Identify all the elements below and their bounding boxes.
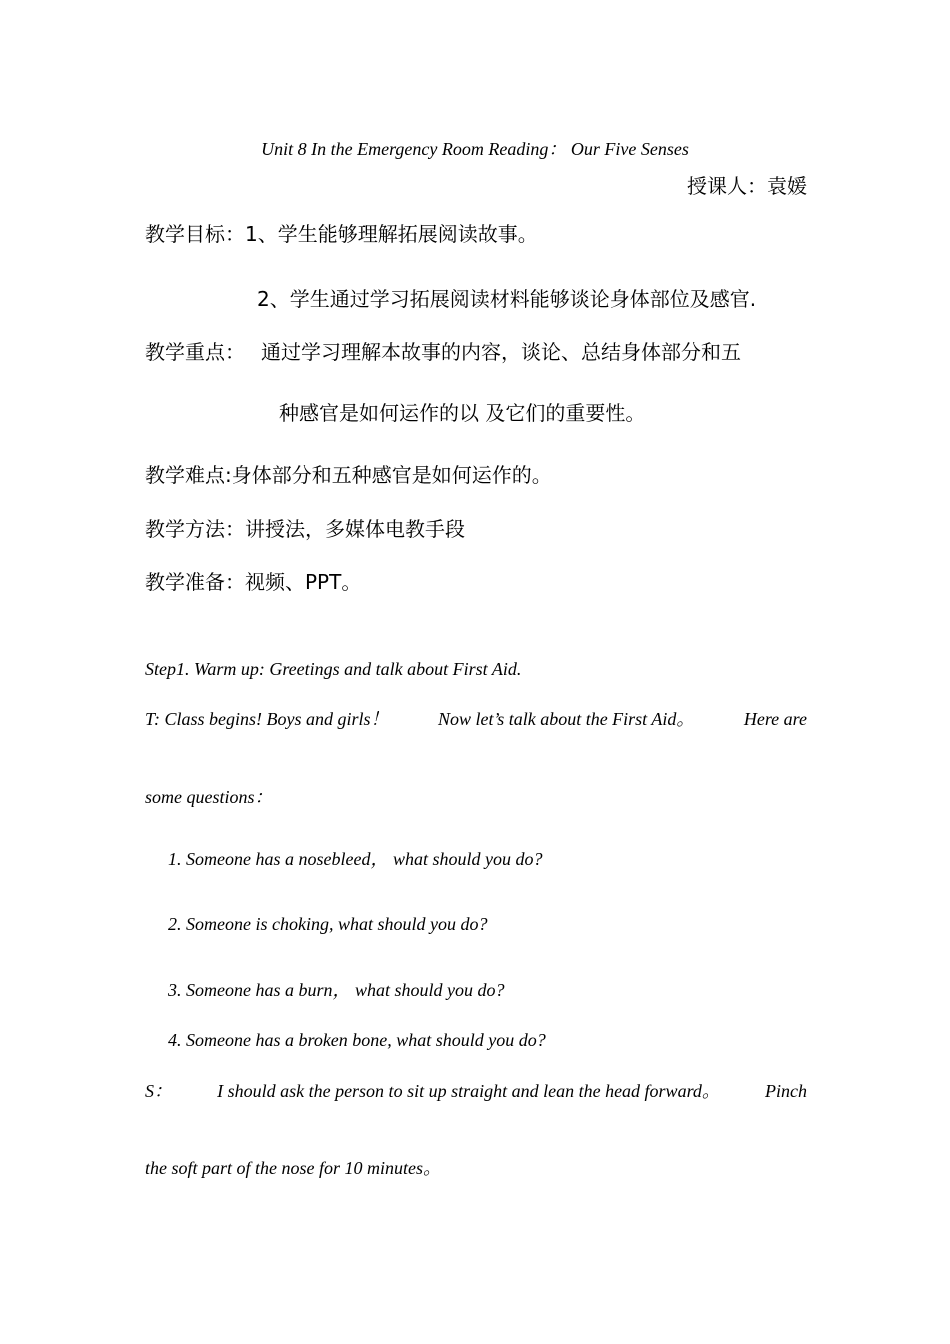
difficulty-row bbox=[145, 465, 552, 485]
question-item: 1. Someone has a nosebleed， what should you do? bbox=[168, 849, 543, 869]
key-points-text: 通过学习理解本故事的内容，谈论、总结身体部分和五 bbox=[261, 340, 741, 364]
student-answer-part-1: I should ask the person to sit up straight and lean the head forward。 bbox=[217, 1081, 720, 1101]
student-answer-part-2: Pinch bbox=[764, 1081, 807, 1101]
student-label: S： bbox=[145, 1081, 172, 1101]
key-points-continued: 种感官是如何运作的以 及它们的重要性。 bbox=[279, 401, 646, 425]
key-points-row bbox=[145, 342, 741, 362]
step1-heading: Step1. Warm up: Greetings and talk about First Aid. bbox=[145, 659, 522, 679]
preparation-text: 视频、PPT。 bbox=[245, 570, 362, 594]
preparation-row bbox=[145, 572, 361, 592]
objective-2: 2、学生通过学习拓展阅读材料能够谈论身体部位及感官. bbox=[257, 287, 757, 311]
question-item: 4. Someone has a broken bone, what should you do? bbox=[168, 1030, 546, 1050]
document-title: Unit 8 In the Emergency Room Reading： Our Five Senses bbox=[261, 139, 689, 159]
objectives-label: 教学目标： bbox=[145, 222, 245, 246]
key-points-label: 教学重点： bbox=[145, 340, 245, 364]
student-answer-continued: the soft part of the nose for 10 minutes。 bbox=[145, 1158, 441, 1178]
teacher-dialogue-line bbox=[145, 710, 807, 728]
teacher-dialogue-part-2: Now let’s talk about the First Aid。 bbox=[438, 709, 695, 729]
method-row bbox=[145, 519, 465, 539]
objective-1: 1、学生能够理解拓展阅读故事。 bbox=[245, 222, 538, 246]
objectives-row bbox=[145, 224, 538, 244]
teacher-dialogue-part-3: Here are bbox=[743, 709, 807, 729]
question-item: 2. Someone is choking, what should you do? bbox=[168, 914, 488, 934]
difficulty-text: 身体部分和五种感官是如何运作的。 bbox=[231, 463, 552, 487]
preparation-label: 教学准备： bbox=[145, 570, 245, 594]
teacher-name: 授课人：袁媛 bbox=[687, 174, 807, 198]
teacher-dialogue-part-1: T: Class begins! Boys and girls！ bbox=[145, 709, 389, 729]
difficulty-label: 教学难点: bbox=[145, 463, 232, 487]
teacher-dialogue-continued: some questions： bbox=[145, 787, 273, 807]
question-item: 3. Someone has a burn， what should you do? bbox=[168, 980, 505, 1000]
student-answer-line bbox=[145, 1082, 807, 1100]
method-text: 讲授法，多媒体电教手段 bbox=[245, 517, 465, 541]
method-label: 教学方法： bbox=[145, 517, 245, 541]
